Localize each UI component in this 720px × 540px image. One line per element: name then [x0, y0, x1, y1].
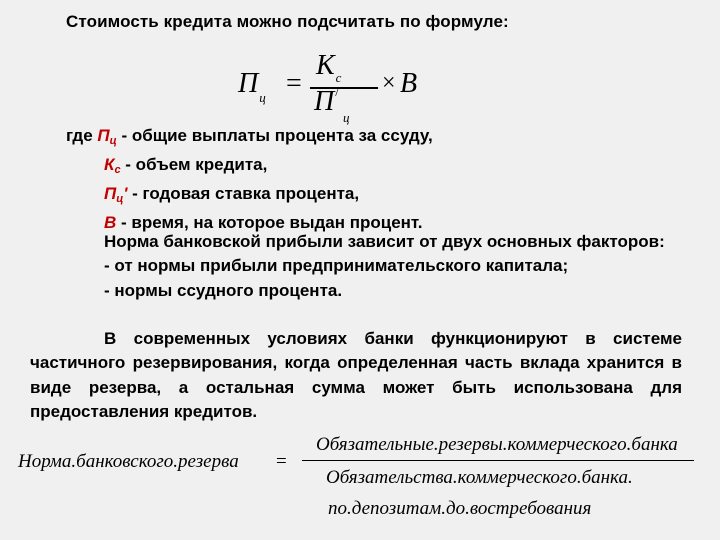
definition-text: - общие выплаты процента за ссуду, [116, 126, 433, 145]
definition-symbol: $К_с$ [104, 155, 121, 176]
definition-text: - время, на которое выдан процент. [116, 213, 423, 232]
credit-cost-formula [238, 50, 438, 125]
reserve-ratio-formula [18, 434, 708, 534]
definitions-list [66, 124, 433, 235]
equals-sign: = [286, 68, 302, 99]
lhs-subscript: ц [259, 90, 266, 105]
denominator-prime: / [335, 84, 339, 99]
definition-text: - годовая ставка процента, [127, 184, 360, 203]
denominator-subscript: ц [343, 110, 350, 125]
formula2-denominator-line1: Обязательства.коммерческого.банка. [326, 467, 633, 488]
denominator-symbol: П [314, 86, 335, 117]
definition-item [66, 182, 433, 211]
formula2-lhs: Норма.банковского.резерва [18, 451, 239, 472]
formula-lhs [238, 68, 266, 105]
formula-denominator [314, 84, 350, 125]
paragraph-reserve-system: В современных условиях банки функционируют в системе частичного резервирования, когда определенная часть вклада хранится в виде резерва, а остальная сумма может быть использована для предоставления кредитов. [30, 329, 682, 421]
formula2-denominator-line2: по.депозитам.до.востребования [328, 498, 592, 519]
formula-numerator [316, 50, 342, 85]
numerator-symbol: К [316, 50, 335, 81]
formula2-equals-sign: = [276, 451, 287, 472]
paragraph-lead: Норма банковской прибыли зависит от двух основных факторов: [104, 232, 665, 251]
formula2-fraction-bar [302, 460, 694, 461]
definition-item [66, 153, 433, 182]
definition-text: - объем кредита, [120, 155, 268, 174]
definition-item [66, 124, 433, 153]
formula2-numerator: Обязательные.резервы.коммерческого.банка [316, 434, 678, 455]
definition-symbol: $П_ц'$ [104, 184, 128, 205]
numerator-subscript: с [335, 70, 342, 85]
formula-factor: В [400, 68, 418, 99]
list-item: - от нормы прибыли предпринимательского капитала; [104, 256, 569, 276]
paragraph-profit-factors [30, 230, 682, 303]
times-sign: × [382, 70, 396, 96]
definitions-prefix: где [66, 126, 93, 145]
definition-symbol: В [104, 213, 117, 232]
slide-title: Стоимость кредита можно подсчитать по формуле: [66, 12, 509, 31]
list-item: - нормы ссудного процента. [104, 280, 343, 300]
lhs-symbol: П [238, 68, 259, 99]
definition-symbol: $П_ц$ [97, 126, 117, 147]
